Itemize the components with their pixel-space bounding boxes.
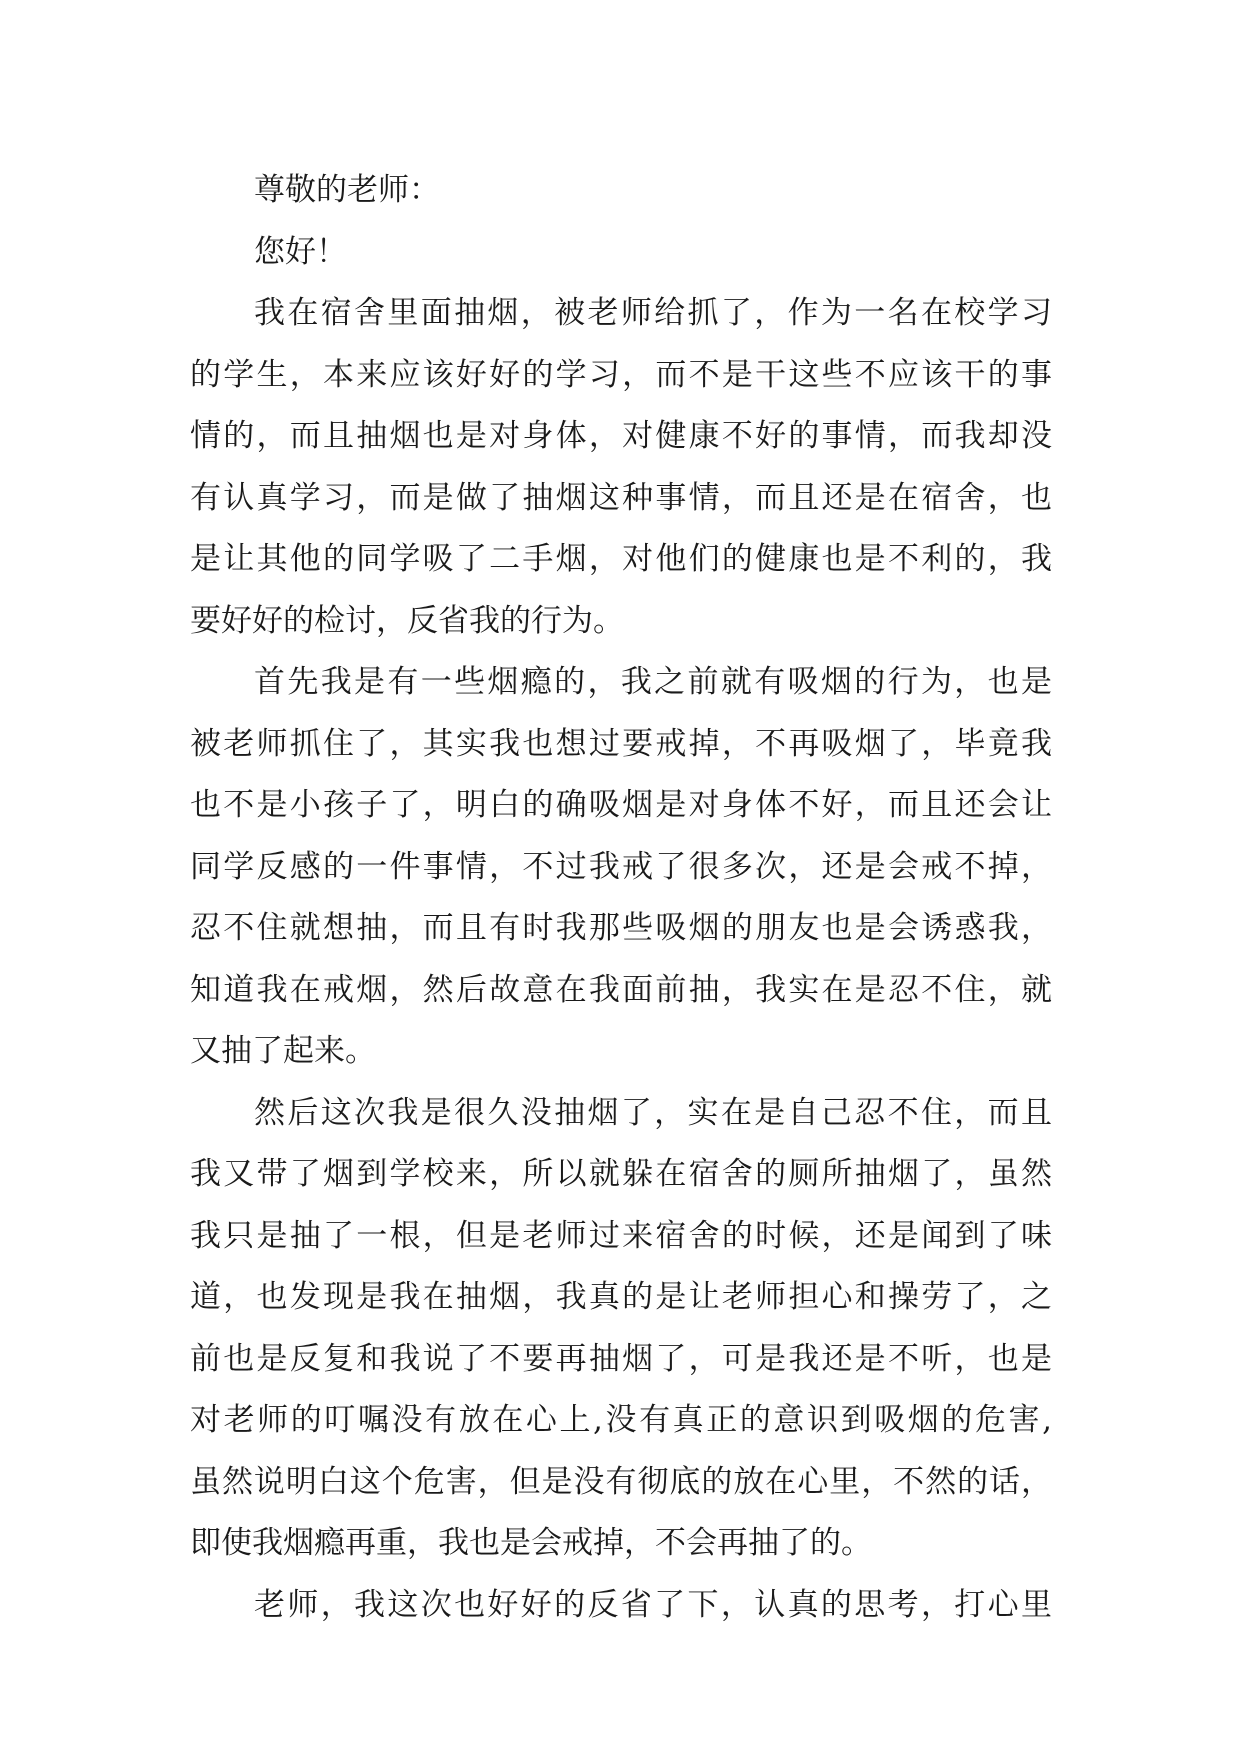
paragraph-line: 虽然说明白这个危害，但是没有彻底的放在心里，不然的话， — [190, 1463, 1052, 1500]
paragraph-line: 道，也发现是我在抽烟，我真的是让老师担心和操劳了，之 — [190, 1279, 1052, 1315]
paragraph-line: 情的，而且抽烟也是对身体，对健康不好的事情，而我却没 — [190, 418, 1052, 454]
paragraph-line: 知道我在戒烟，然后故意在我面前抽，我实在是忍不住，就 — [190, 971, 1052, 1008]
paragraph-line: 然后这次我是很久没抽烟了，实在是自己忍不住，而且 — [254, 1094, 1052, 1131]
paragraph-line: 老师，我这次也好好的反省了下，认真的思考，打心里 — [254, 1586, 1052, 1623]
paragraph-line: 同学反感的一件事情，不过我戒了很多次，还是会戒不掉， — [190, 848, 1052, 885]
paragraph-line: 对老师的叮嘱没有放在心上,没有真正的意识到吸烟的危害, — [190, 1402, 1052, 1438]
paragraph-line: 被老师抓住了，其实我也想过要戒掉，不再吸烟了，毕竟我 — [190, 725, 1052, 762]
paragraph-line: 是让其他的同学吸了二手烟，对他们的健康也是不利的，我 — [190, 541, 1052, 577]
paragraph-line: 也不是小孩子了，明白的确吸烟是对身体不好，而且还会让 — [190, 787, 1052, 823]
salutation: 尊敬的老师： — [254, 172, 440, 208]
paragraph-2 — [190, 652, 1052, 1083]
paragraph-line: 我在宿舍里面抽烟，被老师给抓了，作为一名在校学习 — [254, 295, 1052, 331]
paragraph-line: 有认真学习，而是做了抽烟这种事情，而且还是在宿舍，也 — [190, 479, 1052, 516]
paragraph-line: 的学生，本来应该好好的学习，而不是干这些不应该干的事 — [190, 356, 1052, 393]
paragraph-line: 要好好的检讨，反省我的行为。 — [190, 602, 624, 639]
letter-page — [190, 160, 1052, 1636]
paragraph-3 — [190, 1083, 1052, 1575]
paragraph-line: 我又带了烟到学校来，所以就躲在宿舍的厕所抽烟了，虽然 — [190, 1156, 1052, 1192]
paragraph-line: 即使我烟瘾再重，我也是会戒掉，不会再抽了的。 — [190, 1525, 872, 1561]
greeting: 您好！ — [254, 233, 347, 270]
paragraph-4 — [190, 1575, 1052, 1637]
paragraph-1 — [190, 283, 1052, 652]
paragraph-line: 我只是抽了一根，但是老师过来宿舍的时候，还是闻到了味 — [190, 1217, 1052, 1254]
paragraph-line: 又抽了起来。 — [190, 1033, 376, 1069]
paragraph-line: 前也是反复和我说了不要再抽烟了，可是我还是不听，也是 — [190, 1340, 1052, 1377]
paragraph-line: 忍不住就想抽，而且有时我那些吸烟的朋友也是会诱惑我， — [190, 910, 1052, 946]
paragraph-line: 首先我是有一些烟瘾的，我之前就有吸烟的行为，也是 — [254, 664, 1052, 700]
